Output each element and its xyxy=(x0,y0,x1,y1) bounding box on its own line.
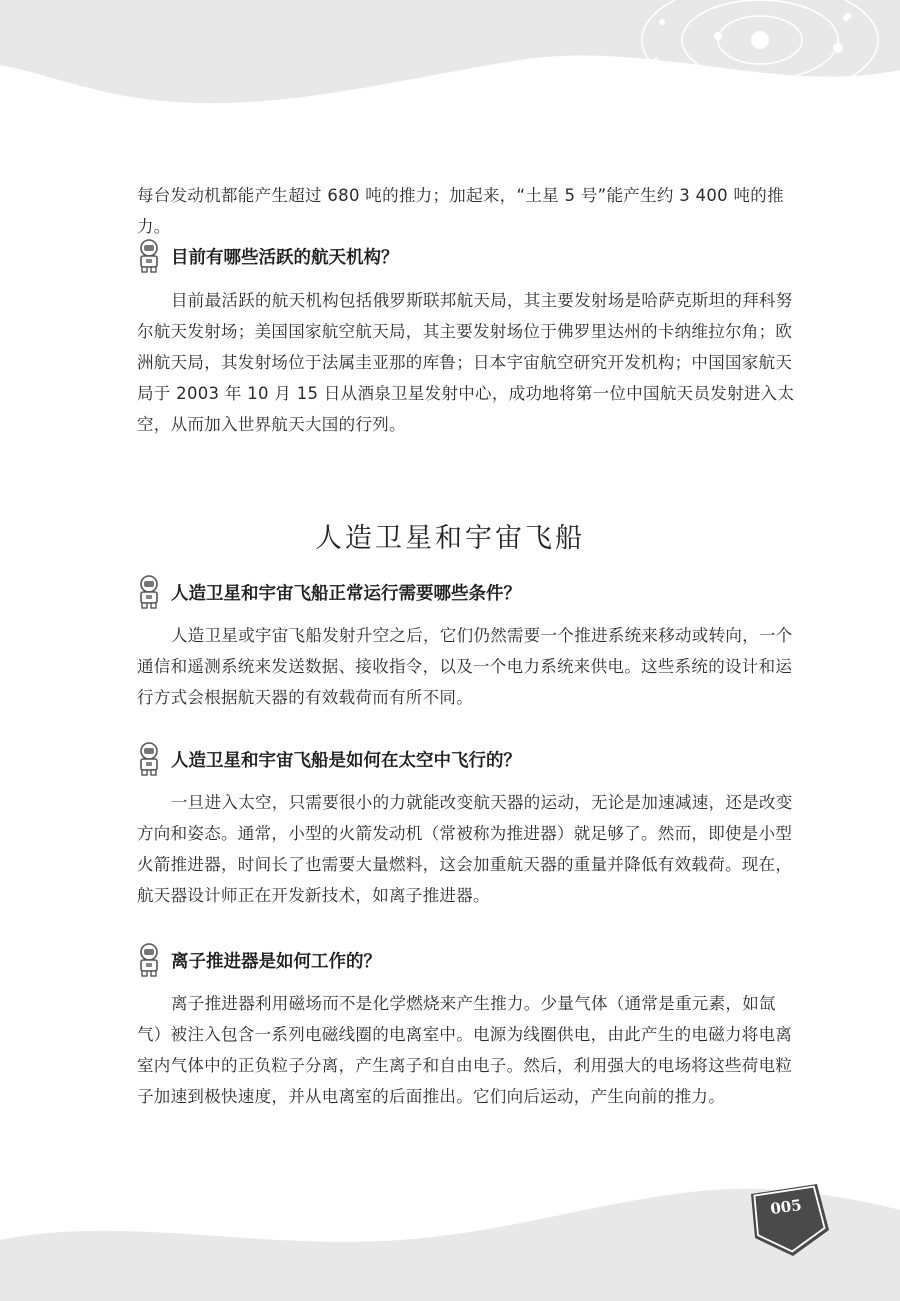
answer-paragraph: 人造卫星或宇宙飞船发射升空之后，它们仍然需要一个推进系统来移动或转向，一个通信和遥测系统来发送数据、接收指令，以及一个电力系统来供电。这些系统的设计和运行方式会根据航天器的有效载荷而有所不同。 xyxy=(137,626,793,707)
astronaut-icon xyxy=(135,575,163,609)
solar-system-icon xyxy=(610,0,900,85)
answer-paragraph: 一旦进入太空，只需要很小的力就能改变航天器的运动，无论是加速减速，还是改变方向和姿态。通常，小型的火箭发动机（常被称为推进器）就足够了。然而，即使是小型火箭推进器，时间长了也需要大量燃料，这会加重航天器的重量并降低有效载荷。现在，航天器设计师正在开发新技术，如离子推进器。 xyxy=(137,793,793,905)
question-title: 人造卫星和宇宙飞船是如何在太空中飞行的？ xyxy=(171,750,521,771)
astronaut-icon xyxy=(135,943,163,977)
question-heading-agencies xyxy=(135,239,399,273)
section-title: 人造卫星和宇宙飞船 xyxy=(315,523,585,554)
intro-paragraph: 每台发动机都能产生超过 680 吨的推力；加起来，“土星 5 号”能产生约 3 400 吨的推力。 xyxy=(137,186,784,236)
answer-paragraph: 离子推进器利用磁场而不是化学燃烧来产生推力。少量气体（通常是重元素，如氙气）被注入包含一系列电磁线圈的电离室中。电源为线圈供电，由此产生的电磁力将电离室内气体中的正负粒子分离，产生离子和自由电子。然后，利用强大的电场将这些荷电粒子加速到极快速度，并从电离室的后面推出。它们向后运动，产生向前的推力。 xyxy=(137,994,793,1106)
question-heading-conditions xyxy=(135,575,521,609)
question-title: 人造卫星和宇宙飞船正常运行需要哪些条件？ xyxy=(171,583,521,604)
question-heading-ion-thruster xyxy=(135,943,381,977)
page-number: 005 xyxy=(769,1195,803,1219)
astronaut-icon xyxy=(135,239,163,273)
question-heading-flight xyxy=(135,742,521,776)
answer-paragraph: 目前最活跃的航天机构包括俄罗斯联邦航天局，其主要发射场是哈萨克斯坦的拜科努尔航天发射场；美国国家航空航天局，其主要发射场位于佛罗里达州的卡纳维拉尔角；欧洲航天局，其发射场位于法属圭亚那的库鲁；日本宇宙航空研究开发机构；中国国家航天局于 2003 年 10 月 15 日从酒泉卫星发射中心，成功地将第一位中国航天员发射进入太空，从而加入世界航天大国的行列。 xyxy=(137,291,795,434)
question-title: 目前有哪些活跃的航天机构？ xyxy=(171,247,399,268)
astronaut-icon xyxy=(135,742,163,776)
question-title: 离子推进器是如何工作的？ xyxy=(171,951,381,972)
